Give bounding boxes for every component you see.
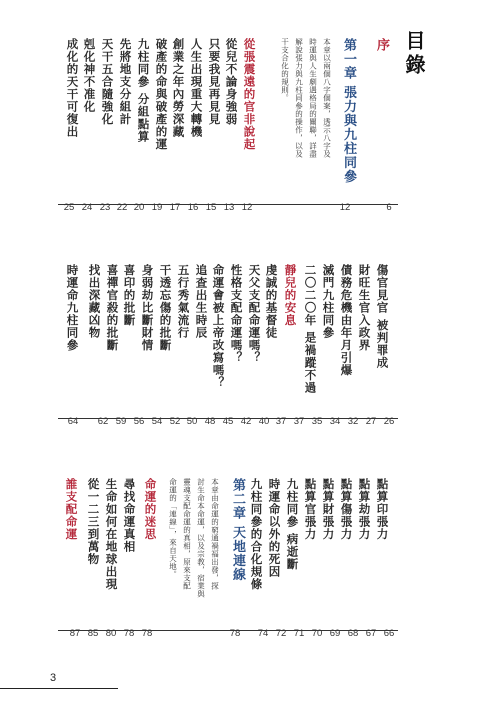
toc-entry: 傷官見官 被判罪成 [375,264,390,370]
chapter-1-desc-line: 時運與人生劇遇格局的關聯，詳盡 [308,38,318,158]
page-num: 67 [365,627,377,639]
toc-entry: 時運命以外的死因 [267,478,282,578]
page-num: 45 [222,415,234,427]
page-num: 52 [169,415,181,427]
page-num: 78 [123,627,135,639]
section-head: 靜兒的安息 [283,264,298,327]
chapter-1-desc-line: 解說張力與九柱同參的操作，以及 [294,38,304,158]
page-num: 6 [386,201,392,213]
page-num: 23 [99,201,111,213]
page-num: 68 [347,627,359,639]
toc-entry: 創業之年內勞深藏 [171,38,186,138]
page-num: 12 [339,201,351,213]
page-num: 40 [258,415,270,427]
toc-entry: 點算傷張力 [339,478,354,541]
toc-entry: 追查出生時辰 [194,264,209,339]
page-num: 56 [133,415,145,427]
page-num: 12 [241,201,253,213]
toc-entry: 財旺生官入政界 [357,264,372,352]
preface-heading: 序 [374,38,389,52]
toc-entry: 成化的天干可復出 [65,38,80,138]
page-num: 16 [187,201,199,213]
section-head: 誰支配命運 [64,478,79,541]
toc-entry: 性格支配命運嗎？ [229,264,244,364]
page-num: 78 [229,627,241,639]
page-num: 27 [365,415,377,427]
page-num: 80 [105,627,117,639]
toc-entry: 喜印的批斷 [122,264,137,327]
page-num: 25 [63,201,75,213]
page-num: 78 [141,627,153,639]
page-num: 22 [116,201,128,213]
page-num: 42 [240,415,252,427]
page-num: 37 [293,415,305,427]
page-num: 48 [204,415,216,427]
page-num: 20 [133,201,145,213]
toc-entry: 九柱同參 病逝斷 [285,478,300,571]
toc-entry: 滅門九柱同參 [321,264,336,339]
page-num: 13 [223,201,235,213]
toc-entry: 生命如何在地球出現 [104,478,119,591]
toc-entry: 點算官張力 [303,478,318,541]
page-num: 62 [97,415,109,427]
toc-entry: 點算劫張力 [357,478,372,541]
toc-entry: 先將地支分組計 [118,38,133,126]
toc-entry: 干透忘傷的批斷 [158,264,173,352]
chapter-2-desc-line: 命運的「連線」，來自天地。 [168,478,178,579]
page-num: 72 [275,627,287,639]
page-num: 26 [383,415,395,427]
section-head: 命運的迷思 [143,478,158,541]
page-num: 50 [186,415,198,427]
page-num: 87 [69,627,81,639]
page-num: 71 [293,627,305,639]
page-num: 15 [205,201,217,213]
toc-entry: 破產的命與破產的運 [154,38,169,151]
page-num: 59 [115,415,127,427]
chapter-2-desc-line: 靈魂支配命運的真相，原來支配 [182,478,192,590]
toc-title: 目錄 [402,30,426,78]
page-num: 32 [347,415,359,427]
toc-entry: 二〇二〇年 是禍蹤不過 [303,264,318,395]
toc-entry: 剋化神不准化 [82,38,97,113]
page-num: 74 [257,627,269,639]
toc-entry: 從兒不論身強弱 [224,38,239,126]
toc-entry: 九柱同參的合化規條 [249,478,264,591]
toc-entry: 身弱劫比斷財情 [140,264,155,352]
page-num: 54 [151,415,163,427]
toc-entry: 尋找命運真相 [122,478,137,553]
toc-entry: 天父支配命運嗎？ [247,264,262,364]
chapter-2-title: 第二章 天地連線 [230,478,245,582]
toc-entry: 點算財張力 [321,478,336,541]
toc-entry: 人生出現重大轉機 [189,38,204,138]
page-num: 24 [81,201,93,213]
toc-entry: 時運命九柱同參 [65,264,80,352]
page-num: 66 [383,627,395,639]
page-number: 3 [50,672,57,684]
toc-entry: 命運會被上帝改寫嗎？ [211,264,226,389]
page-num: 69 [329,627,341,639]
toc-entry: 五行秀氣流行 [176,264,191,339]
toc-entry: 喜禪官殺的批斷 [105,264,120,352]
chapter-2-desc-line: 討生命本命運，以及宗教，宿業與 [196,478,206,598]
toc-entry: 九柱同參 分組點算 [136,38,151,144]
page-num: 35 [311,415,323,427]
page-num: 34 [329,415,341,427]
page-num: 19 [151,201,163,213]
toc-entry: 債務危機由年月引爆 [339,264,354,377]
toc-entry: 虔誠的基督徒 [264,264,279,339]
page-num: 70 [311,627,323,639]
chapter-2-desc-line: 本章由命運的窮通禍福出發，探 [210,478,220,590]
chapter-1-title: 第一章 張力與九柱同參 [341,38,356,184]
chapter-1-desc-line: 本章以兩個八字個案，透示八字及 [322,38,332,158]
page-num: 64 [67,415,79,427]
toc-entry: 天干五合隨強化 [100,38,115,126]
toc-entry: 找出深藏凶物 [87,264,102,339]
section-head: 從張震遠的官非說起 [242,38,257,151]
page-num: 85 [87,627,99,639]
page-num: 37 [275,415,287,427]
toc-entry: 只要我見再見見 [207,38,222,126]
footer-rule [0,688,118,689]
toc-entry: 點算印張力 [375,478,390,541]
toc-entry: 從一二三到萬物 [86,478,101,566]
page-num: 17 [169,201,181,213]
chapter-1-desc-line: 干支合化的規則。 [280,38,290,102]
